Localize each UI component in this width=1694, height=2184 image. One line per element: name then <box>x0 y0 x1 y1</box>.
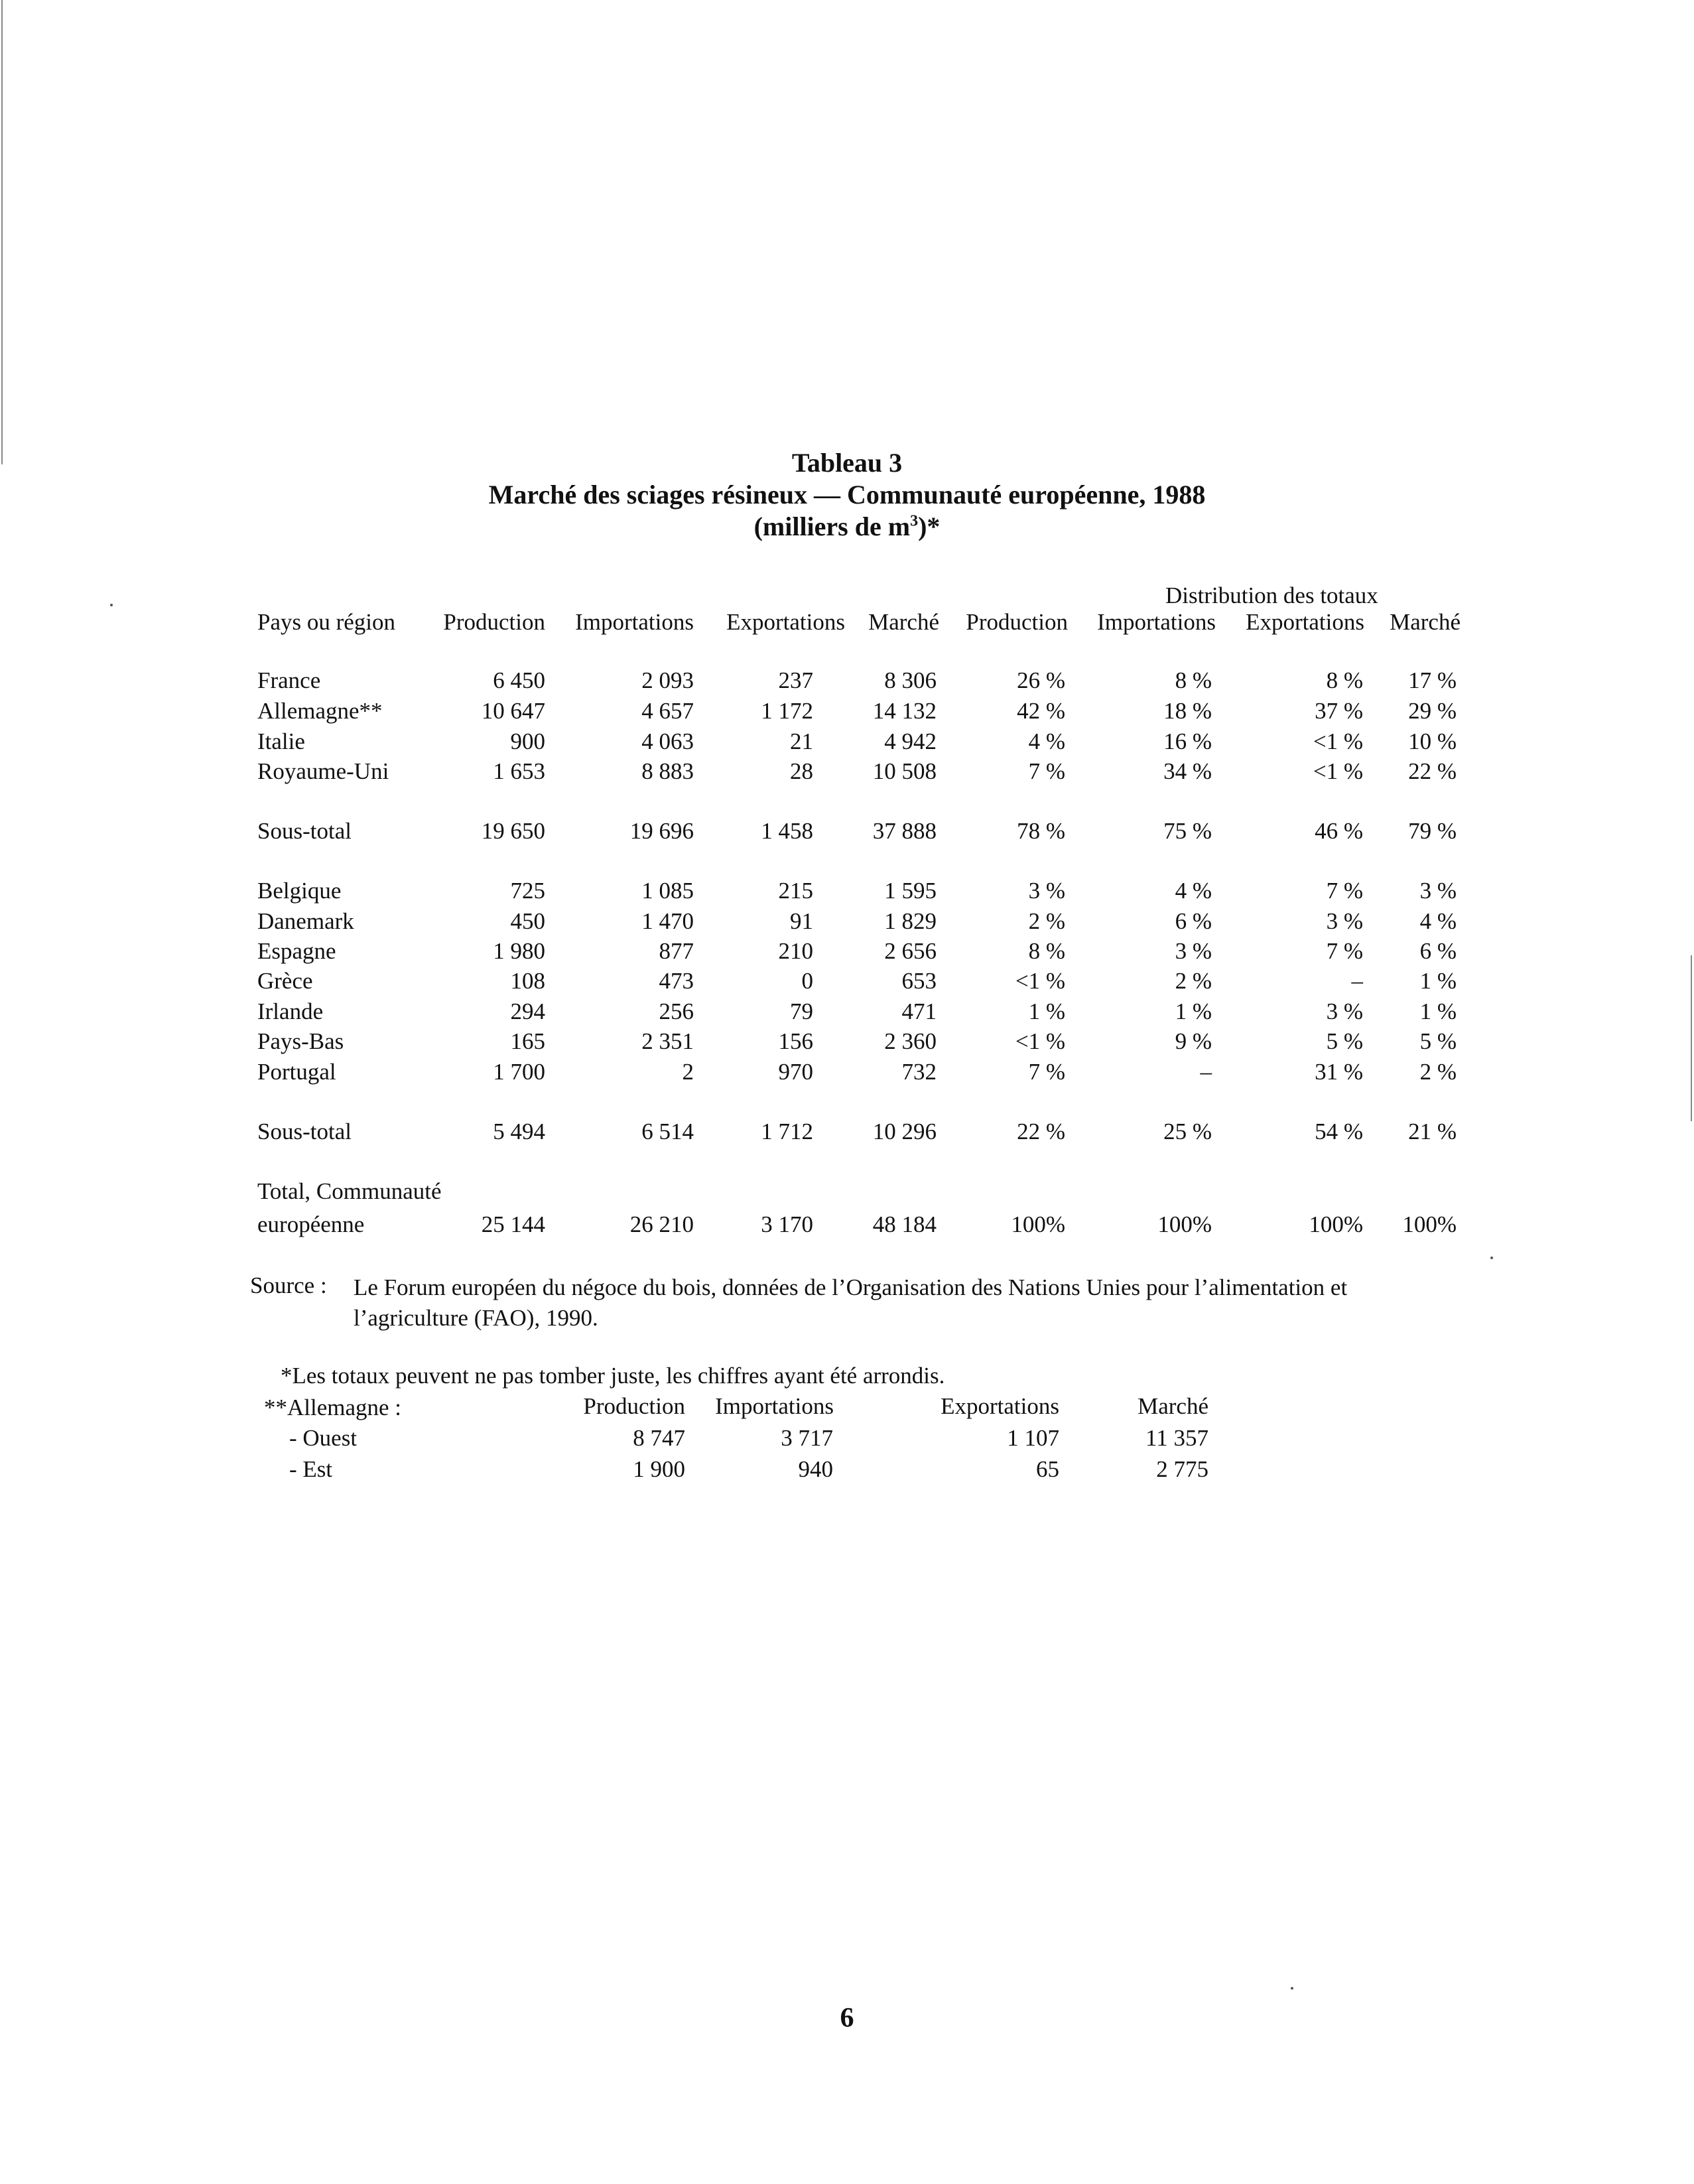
germany-column-header: Importations <box>715 1393 834 1419</box>
table-title: Tableau 3 <box>791 448 903 478</box>
germany-cell: 1 107 <box>1007 1425 1059 1451</box>
table-cell: 3 170 <box>761 1211 813 1237</box>
row-label: Pays-Bas <box>257 1028 344 1054</box>
table-cell: 725 <box>510 878 545 904</box>
germany-cell: 940 <box>798 1456 833 1482</box>
table-cell: 6 514 <box>641 1119 694 1144</box>
unit-prefix: (milliers de m <box>753 512 911 541</box>
table-cell: 100% <box>1011 1211 1065 1237</box>
table-cell: 19 696 <box>629 818 694 844</box>
table-cell: 21 <box>790 728 813 754</box>
table-cell: 1 829 <box>884 908 937 934</box>
table-cell: 14 132 <box>872 698 937 724</box>
column-header: Exportations <box>726 609 845 635</box>
table-cell: 79 % <box>1408 818 1457 844</box>
table-cell: 156 <box>778 1028 813 1054</box>
unit-superscript: 3 <box>910 512 919 530</box>
table-cell: 732 <box>901 1059 937 1085</box>
table-cell: 215 <box>778 878 813 904</box>
table-cell: 8 % <box>1326 667 1363 693</box>
row-label: Danemark <box>257 908 354 934</box>
table-cell: 79 <box>790 998 813 1024</box>
germany-column-header: Marché <box>1138 1393 1208 1419</box>
table-cell: 19 650 <box>481 818 545 844</box>
germany-column-header: Production <box>583 1393 685 1419</box>
germany-cell: 11 357 <box>1145 1425 1208 1451</box>
table-cell: 2 656 <box>884 938 937 964</box>
row-label: Total, Communauté <box>257 1178 442 1204</box>
table-cell: 48 184 <box>872 1211 937 1237</box>
row-label: Allemagne** <box>257 698 383 724</box>
table-cell: 4 % <box>1419 908 1457 934</box>
table-cell: <1 % <box>1015 968 1065 994</box>
germany-column-header: Exportations <box>941 1393 1059 1419</box>
scan-speck <box>1490 1257 1493 1259</box>
table-cell: 4 % <box>1028 728 1065 754</box>
table-cell: 8 883 <box>641 758 694 784</box>
page-number: 6 <box>840 2003 854 2033</box>
table-cell: 294 <box>510 998 545 1024</box>
germany-cell: 2 775 <box>1156 1456 1208 1482</box>
table-cell: <1 % <box>1015 1028 1065 1054</box>
scan-speck <box>110 604 113 606</box>
table-cell: 5 494 <box>493 1119 545 1144</box>
table-cell: <1 % <box>1313 728 1363 754</box>
table-cell: 78 % <box>1017 818 1065 844</box>
distribution-header: Distribution des totaux <box>1165 582 1378 608</box>
table-cell: 6 % <box>1175 908 1212 934</box>
table-cell: 2 % <box>1175 968 1212 994</box>
table-cell: 100% <box>1402 1211 1457 1237</box>
table-cell: 25 144 <box>481 1211 545 1237</box>
table-cell: 25 % <box>1163 1119 1212 1144</box>
table-cell: 22 % <box>1408 758 1457 784</box>
table-cell: 9 % <box>1175 1028 1212 1054</box>
table-cell: 16 % <box>1163 728 1212 754</box>
left-scan-edge <box>1 0 3 464</box>
table-cell: 1 % <box>1419 968 1457 994</box>
table-cell: 1 % <box>1175 998 1212 1024</box>
table-cell: – <box>1351 968 1363 994</box>
table-cell: 17 % <box>1408 667 1457 693</box>
table-cell: – <box>1200 1059 1212 1085</box>
table-cell: 1 470 <box>641 908 694 934</box>
germany-cell: 1 900 <box>633 1456 685 1482</box>
table-cell: 46 % <box>1315 818 1363 844</box>
table-cell: 100% <box>1309 1211 1363 1237</box>
germany-cell: 8 747 <box>633 1425 685 1451</box>
source-label: Source : <box>250 1272 327 1298</box>
table-cell: 108 <box>510 968 545 994</box>
table-cell: 6 % <box>1419 938 1457 964</box>
row-label: Portugal <box>257 1059 336 1085</box>
column-header: Marché <box>1390 609 1461 635</box>
table-cell: 37 888 <box>872 818 937 844</box>
table-cell: 1 172 <box>761 698 813 724</box>
row-label: Italie <box>257 728 305 754</box>
table-cell: 3 % <box>1028 878 1065 904</box>
table-cell: 10 508 <box>872 758 937 784</box>
row-label: européenne <box>257 1211 365 1237</box>
germany-cell: 65 <box>1036 1456 1059 1482</box>
table-cell: 42 % <box>1017 698 1065 724</box>
row-label: Royaume-Uni <box>257 758 389 784</box>
table-cell: 7 % <box>1326 938 1363 964</box>
table-cell: 8 % <box>1028 938 1065 964</box>
table-cell: <1 % <box>1313 758 1363 784</box>
table-cell: 3 % <box>1175 938 1212 964</box>
table-cell: 28 <box>790 758 813 784</box>
scan-speck <box>1291 1987 1293 1990</box>
table-cell: 1 595 <box>884 878 937 904</box>
column-header: Importations <box>575 609 694 635</box>
table-cell: 1 % <box>1419 998 1457 1024</box>
table-cell: 1 700 <box>493 1059 545 1085</box>
row-label: Sous-total <box>257 1119 352 1144</box>
table-cell: 7 % <box>1028 758 1065 784</box>
table-cell: 653 <box>901 968 937 994</box>
table-cell: 75 % <box>1163 818 1212 844</box>
right-scan-edge <box>1691 955 1692 1121</box>
row-label: Grèce <box>257 968 313 994</box>
table-cell: 256 <box>659 998 694 1024</box>
table-cell: 2 <box>682 1059 694 1085</box>
row-label: Sous-total <box>257 818 352 844</box>
table-cell: 10 647 <box>481 698 545 724</box>
germany-cell: 3 717 <box>781 1425 833 1451</box>
table-cell: 877 <box>659 938 694 964</box>
table-cell: 4 063 <box>641 728 694 754</box>
table-cell: 1 712 <box>761 1119 813 1144</box>
table-cell: 3 % <box>1326 908 1363 934</box>
table-cell: 2 % <box>1028 908 1065 934</box>
column-header: Importations <box>1097 609 1216 635</box>
table-cell: 26 % <box>1017 667 1065 693</box>
germany-row-label: - Est <box>289 1456 333 1482</box>
table-cell: 37 % <box>1315 698 1363 724</box>
table-cell: 210 <box>778 938 813 964</box>
table-cell: 2 093 <box>641 667 694 693</box>
table-cell: 4 657 <box>641 698 694 724</box>
table-cell: 4 942 <box>884 728 937 754</box>
table-cell: 1 653 <box>493 758 545 784</box>
table-subtitle: Marché des sciages résineux — Communauté européenne, 1988 <box>488 480 1206 510</box>
table-cell: 6 450 <box>493 667 545 693</box>
table-cell: 1 085 <box>641 878 694 904</box>
table-unit <box>0 511 1694 542</box>
table-cell: 10 % <box>1408 728 1457 754</box>
table-cell: 4 % <box>1175 878 1212 904</box>
table-cell: 21 % <box>1408 1119 1457 1144</box>
row-label: Espagne <box>257 938 336 964</box>
column-header: Pays ou région <box>257 609 396 635</box>
table-cell: 1 980 <box>493 938 545 964</box>
table-cell: 100% <box>1157 1211 1212 1237</box>
source-text: Le Forum européen du négoce du bois, données de l’Organisation des Nations Unies pour l’alimentation et l’agriculture (FAO), 1990. <box>354 1274 1348 1331</box>
column-header: Marché <box>868 609 939 635</box>
table-cell: 237 <box>778 667 813 693</box>
table-cell: 2 351 <box>641 1028 694 1054</box>
table-cell: 22 % <box>1017 1119 1065 1144</box>
column-header: Production <box>966 609 1068 635</box>
table-cell: 7 % <box>1326 878 1363 904</box>
table-cell: 165 <box>510 1028 545 1054</box>
table-cell: 900 <box>510 728 545 754</box>
table-cell: 10 296 <box>872 1119 937 1144</box>
column-header: Exportations <box>1246 609 1364 635</box>
table-cell: 471 <box>901 998 937 1024</box>
unit-suffix: )* <box>918 512 941 541</box>
table-cell: 473 <box>659 968 694 994</box>
germany-row-label: - Ouest <box>289 1425 358 1451</box>
table-cell: 26 210 <box>629 1211 694 1237</box>
row-label: France <box>257 667 321 693</box>
table-cell: 1 458 <box>761 818 813 844</box>
table-cell: 5 % <box>1326 1028 1363 1054</box>
table-cell: 8 306 <box>884 667 937 693</box>
table-cell: 18 % <box>1163 698 1212 724</box>
table-cell: 970 <box>778 1059 813 1085</box>
table-cell: 8 % <box>1175 667 1212 693</box>
table-cell: 3 % <box>1419 878 1457 904</box>
table-cell: 54 % <box>1315 1119 1363 1144</box>
table-cell: 5 % <box>1419 1028 1457 1054</box>
table-cell: 0 <box>801 968 813 994</box>
rounding-note: *Les totaux peuvent ne pas tomber juste, les chiffres ayant été arrondis. <box>281 1363 945 1389</box>
table-cell: 450 <box>510 908 545 934</box>
column-header: Production <box>443 609 545 635</box>
row-label: Belgique <box>257 878 342 904</box>
table-cell: 29 % <box>1408 698 1457 724</box>
table-cell: 3 % <box>1326 998 1363 1024</box>
table-cell: 2 % <box>1419 1059 1457 1085</box>
germany-note-label: **Allemagne : <box>264 1395 402 1420</box>
table-cell: 91 <box>790 908 813 934</box>
table-cell: 31 % <box>1315 1059 1363 1085</box>
row-label: Irlande <box>257 998 324 1024</box>
table-cell: 7 % <box>1028 1059 1065 1085</box>
table-cell: 2 360 <box>884 1028 937 1054</box>
table-cell: 1 % <box>1028 998 1065 1024</box>
table-cell: 34 % <box>1163 758 1212 784</box>
